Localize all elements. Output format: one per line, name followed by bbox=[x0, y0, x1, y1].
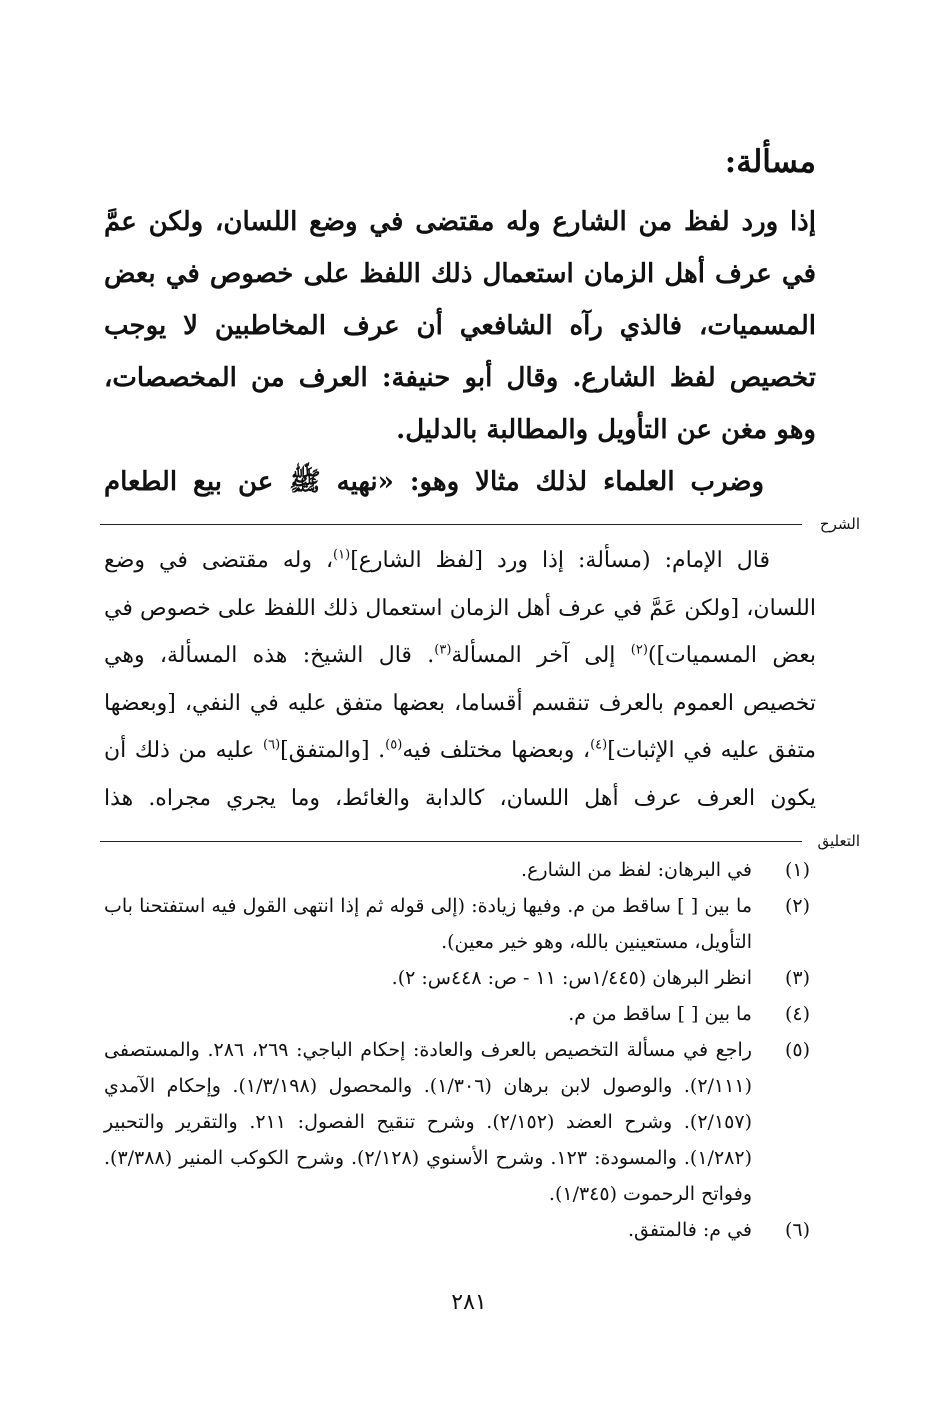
footnote-number: (٤) bbox=[784, 1003, 810, 1025]
section-heading: مسألة: bbox=[724, 144, 816, 180]
main-paragraph-1: إذا ورد لفظ من الشارع وله مقتضى في وضع اللسان، ولكن عمَّ في عرف أهل الزمان استعمال ذلك اللفظ على خصوص في بعض المسميات، فالذي رآه الشافعي أن عرف المخاطبين لا يوجب تخصيص لفظ الشارع. وقال أبو حنيفة: العرف من المخصصات، وهو مغن عن التأويل والمطالبة بالدليل. bbox=[104, 207, 816, 445]
commentary-segment: ، وبعضها مختلف فيه bbox=[402, 738, 591, 764]
commentary-segment: . قال الشيخ: هذه المسألة، وهي تخصيص العموم بالعرف تنقسم أقساما، بعضها متفق عليه في النفي، [وبعضها متفق عليه في الإثبات] bbox=[104, 643, 816, 764]
notes-rule bbox=[100, 841, 802, 842]
footnote-number: (٢) bbox=[784, 895, 810, 917]
footnote-number: (٥) bbox=[784, 1039, 810, 1061]
footnote bbox=[104, 960, 816, 996]
footnote-ref: (٤) bbox=[590, 738, 608, 754]
footnote-number: (٣) bbox=[784, 967, 810, 989]
commentary-paragraph bbox=[104, 537, 816, 823]
commentary-rule bbox=[100, 524, 802, 525]
commentary-divider bbox=[100, 512, 860, 536]
page-number: ٢٨١ bbox=[451, 1290, 487, 1315]
footnote-text: ما بين [ ] ساقط من م. bbox=[568, 1003, 752, 1025]
footnote-ref: (٦) bbox=[263, 738, 281, 754]
main-text bbox=[104, 196, 816, 508]
footnote bbox=[104, 852, 816, 888]
footnotes bbox=[104, 852, 816, 1248]
footnote-ref: (٣) bbox=[434, 642, 452, 658]
commentary-segment: قال الإمام: (مسألة: إذا ورد [لفظ الشارع] bbox=[350, 548, 770, 573]
footnote-number: (٦) bbox=[784, 1219, 810, 1241]
commentary-segment: إلى آخر المسألة bbox=[451, 643, 631, 669]
notes-divider bbox=[100, 829, 860, 853]
footnote bbox=[104, 1212, 816, 1248]
footnote-text: انظر البرهان (١/٤٤٥س: ١١ - ص: ٤٤٨س: ٢). bbox=[391, 967, 752, 989]
footnote-text: في البرهان: لفظ من الشارع. bbox=[521, 859, 752, 881]
commentary-label: الشرح bbox=[819, 515, 860, 533]
commentary-segment: . [والمتفق] bbox=[280, 738, 386, 764]
footnote-text: ما بين [ ] ساقط من م. وفيها زيادة: (إلى قوله ثم إذا انتهى القول فيه استفتحنا باب التأويل، مستعينين بالله، وهو خير معين). bbox=[104, 895, 752, 953]
commentary-text bbox=[104, 537, 816, 823]
commentary-segment: ، وله مقتضى في وضع اللسان، [ولكن عَمَّ في عرف أهل الزمان استعمال ذلك اللفظ على خصوص في بعض المسميات]) bbox=[104, 548, 817, 669]
footnote-text: راجع في مسألة التخصيص بالعرف والعادة: إحكام الباجي: ٢٦٩، ٢٨٦. والمستصفى (٢/١١١). والوصول لابن برهان (١/٣٠٦). والمحصول (١/٣/١٩٨). وإحكام الآمدي (٢/١٥٧). وشرح العضد (٢/١٥٢). وشرح تنقيح الفصول: ٢١١. والتقرير والتحبير (١/٢٨٢). والمسودة: ١٢٣. وشرح الأسنوي (٢/١٢٨). وشرح الكوكب المنير (٣/٣٨٨). وفواتح الرحموت (١/٣٤٥). bbox=[104, 1039, 752, 1205]
footnote bbox=[104, 888, 816, 960]
notes-label: التعليق bbox=[817, 832, 860, 850]
footnote-ref: (٢) bbox=[630, 642, 648, 658]
commentary-segment: عليه من ذلك أن يكون العرف عرف أهل اللسان، كالدابة والغائط، وما يجري مجراه. هذا bbox=[104, 738, 816, 811]
main-paragraph-2: وضرب العلماء لذلك مثالا وهو: «نهيه ﷺ عن بيع الطعام bbox=[104, 467, 764, 497]
footnote bbox=[104, 996, 816, 1032]
footnote-number: (١) bbox=[784, 859, 810, 881]
footnote bbox=[104, 1032, 816, 1212]
footnote-ref: (٥) bbox=[385, 738, 403, 754]
footnote-text: في م: فالمتفق. bbox=[627, 1219, 752, 1241]
footnote-ref: (١) bbox=[333, 547, 351, 563]
